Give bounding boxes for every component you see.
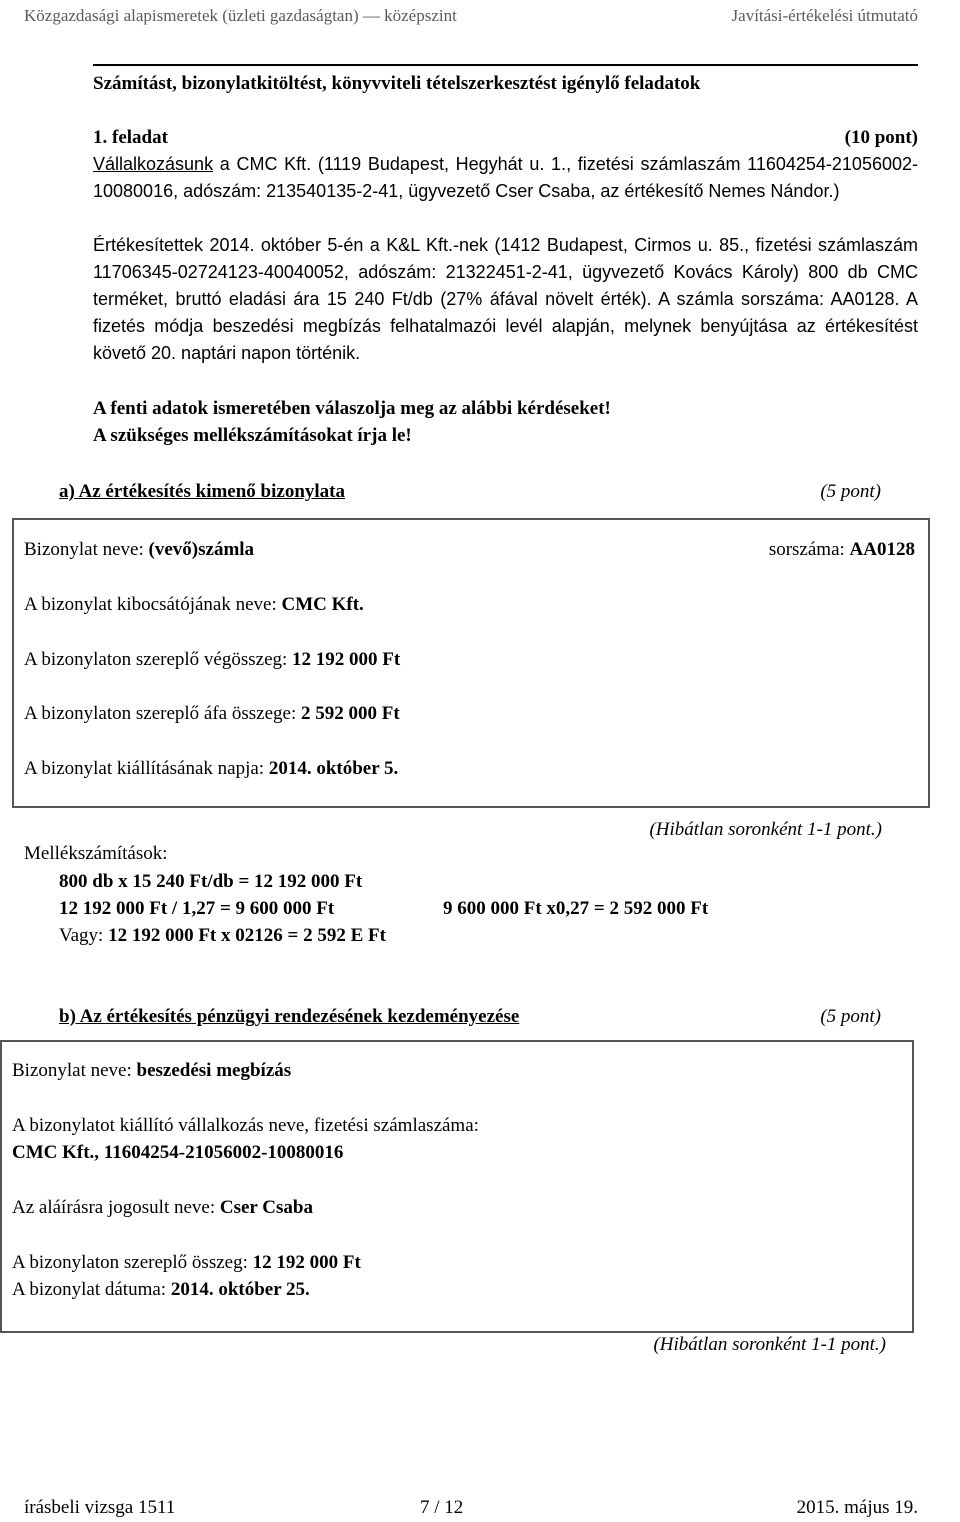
b-doc-name: Bizonylat neve: beszedési megbízás [12, 1060, 292, 1081]
task-points: (10 pont) [844, 127, 918, 148]
instruction-1: A fenti adatok ismeretében válaszolja meg az alábbi kérdéseket! [93, 398, 611, 419]
header-right: Javítási-értékelési útmutató [731, 6, 918, 25]
a-issuer: A bizonylat kibocsátójának neve: CMC Kft. [24, 594, 364, 615]
b-date: A bizonylat dátuma: 2014. október 25. [12, 1279, 310, 1300]
b-issuer-value: CMC Kft., 11604254-21056002-10080016 [12, 1142, 344, 1163]
task-label: 1. feladat [93, 127, 168, 148]
calc-line-2a: 12 192 000 Ft / 1,27 = 9 600 000 Ft [59, 898, 335, 919]
part-b-points: (5 pont) [820, 1006, 881, 1027]
footer-right: 2015. május 19. [796, 1497, 918, 1518]
task-heading [93, 124, 918, 151]
a-vat: A bizonylaton szereplő áfa összege: 2 592 000 Ft [24, 703, 400, 724]
calc-label: Mellékszámítások: [24, 843, 168, 864]
a-serial: sorszáma: AA0128 [768, 539, 915, 560]
a-date: A bizonylat kiállításának napja: 2014. október 5. [24, 758, 399, 779]
part-b-title: b) Az értékesítés pénzügyi rendezésének kezdeményezése [59, 1006, 520, 1027]
part-b-note: (Hibátlan soronként 1-1 pont.) [653, 1334, 886, 1355]
b-issuer-label: A bizonylatot kiállító vállalkozás neve, fizetési számlaszáma: [12, 1115, 479, 1136]
task-p1-rest: a CMC Kft. (1119 Budapest, Hegyhát u. 1., fizetési számlaszám 11604254-21056002-10080016, adószám: 213540135-2-41, ügyvezető Cser Csaba, az értékesítő Nemes Nándor.) [93, 154, 918, 201]
calc-line-1: 800 db x 15 240 Ft/db = 12 192 000 Ft [59, 871, 363, 892]
task-p1-underlined: Vállalkozásunk [93, 154, 214, 174]
header-left: Közgazdasági alapismeretek (üzleti gazdaságtan) — középszint [24, 6, 457, 25]
footer-left: írásbeli vizsga 1511 [24, 1497, 176, 1518]
a-total: A bizonylaton szereplő végösszeg: 12 192 000 Ft [24, 649, 401, 670]
a-doc-name: Bizonylat neve: (vevő)számla [24, 539, 255, 560]
calc-line-3: Vagy: 12 192 000 Ft x 02126 = 2 592 E Ft [59, 925, 386, 946]
task-paragraph-1 [93, 151, 918, 205]
part-a-note: (Hibátlan soronként 1-1 pont.) [649, 819, 882, 840]
b-amount: A bizonylaton szereplő összeg: 12 192 000 Ft [12, 1252, 361, 1273]
footer-page: 7 / 12 [420, 1497, 464, 1518]
calc-line-2b: 9 600 000 Ft x0,27 = 2 592 000 Ft [443, 898, 709, 919]
header-divider [93, 64, 918, 66]
part-a-title: a) Az értékesítés kimenő bizonylata [59, 481, 346, 502]
section-title: Számítást, bizonylatkitöltést, könyvviteli tételszerkesztést igénylő feladatok [93, 73, 701, 94]
task-paragraph-2: Értékesítettek 2014. október 5-én a K&L Kft.-nek (1412 Budapest, Cirmos u. 85., fizetési számlaszám 11706345-02724123-40040052, adószám: 21322451-2-41, ügyvezető Kovács Károly) 800 db CMC terméket, bruttó eladási ára 15 240 Ft/db (27% áfával növelt érték). A számla sorszáma: AA0128. A fizetés módja beszedési megbízás felhatalmazói levél alapján, melynek benyújtása az értékesítést követő 20. naptári napon történik. [93, 235, 918, 363]
instruction-2: A szükséges mellékszámításokat írja le! [93, 425, 412, 446]
b-signer: Az aláírásra jogosult neve: Cser Csaba [12, 1197, 313, 1218]
part-a-points: (5 pont) [820, 481, 881, 502]
